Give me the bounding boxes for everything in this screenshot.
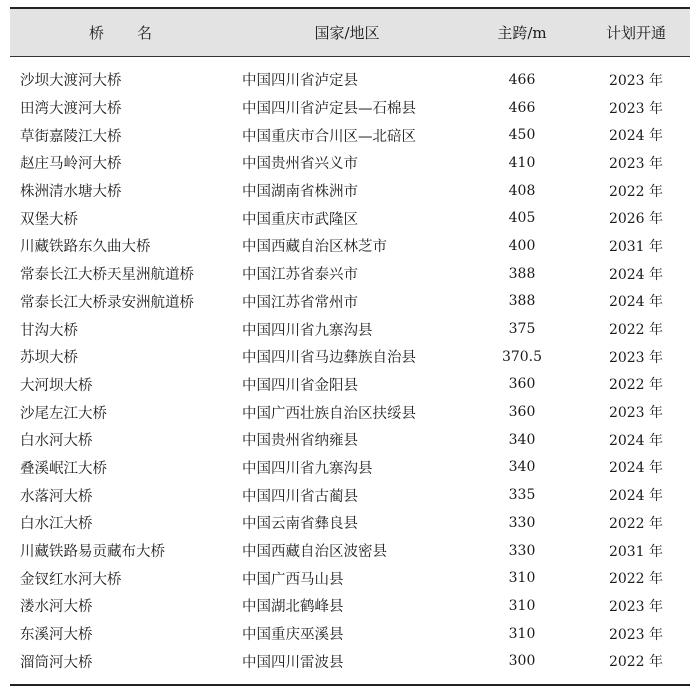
cell-main-span: 400 (508, 237, 536, 254)
table-row (10, 454, 690, 482)
table-row (10, 398, 690, 426)
table-row (10, 121, 690, 149)
table-row (10, 620, 690, 648)
table-row (10, 288, 690, 316)
cell-bridge-name: 甘沟大桥 (20, 322, 78, 339)
cell-location: 中国四川省九寨沟县 (242, 322, 373, 339)
cell-main-span: 466 (508, 99, 536, 116)
cell-bridge-name: 双堡大桥 (20, 211, 78, 228)
table-row (10, 66, 690, 94)
cell-main-span: 388 (508, 265, 536, 282)
cell-main-span: 300 (508, 653, 536, 670)
cell-main-span: 330 (508, 542, 536, 559)
table-row (10, 343, 690, 371)
cell-location: 中国四川省古蔺县 (242, 488, 358, 505)
cell-main-span: 310 (508, 597, 536, 614)
cell-bridge-name: 叠溪岷江大桥 (20, 460, 107, 477)
cell-location: 中国湖北鹤峰县 (242, 599, 344, 616)
header-opening: 计划开通 (605, 24, 666, 42)
table-row (10, 592, 690, 620)
cell-bridge-name: 常泰长江大桥天星洲航道桥 (20, 267, 194, 284)
cell-opening: 2026 年 (608, 211, 664, 228)
cell-main-span: 370.5 (501, 348, 543, 365)
table-row (10, 426, 690, 454)
header-location: 国家/地区 (314, 24, 380, 42)
table-row (10, 149, 690, 177)
cell-opening: 2031 年 (608, 238, 664, 255)
cell-location: 中国江苏省泰兴市 (242, 267, 358, 284)
cell-main-span: 388 (508, 293, 536, 310)
cell-location: 中国江苏省常州市 (242, 294, 358, 311)
cell-bridge-name: 白水河大桥 (20, 433, 93, 450)
cell-bridge-name: 溇水河大桥 (20, 599, 93, 616)
cell-opening: 2024 年 (608, 128, 664, 145)
cell-main-span: 410 (508, 154, 536, 171)
table-row (10, 177, 690, 205)
cell-bridge-name: 大河坝大桥 (20, 377, 93, 394)
cell-bridge-name: 苏坝大桥 (20, 350, 78, 367)
cell-main-span: 360 (508, 376, 536, 393)
cell-main-span: 360 (508, 404, 536, 421)
cell-opening: 2023 年 (608, 349, 664, 366)
cell-location: 中国云南省彝良县 (242, 516, 358, 533)
cell-opening: 2024 年 (608, 294, 664, 311)
table-row (10, 371, 690, 399)
cell-opening: 2023 年 (608, 405, 664, 422)
cell-opening: 2022 年 (608, 183, 664, 200)
cell-bridge-name: 川藏铁路东久曲大桥 (20, 239, 151, 256)
cell-location: 中国贵州省纳雍县 (242, 433, 358, 450)
table-row (10, 204, 690, 232)
cell-bridge-name: 川藏铁路易贡藏布大桥 (20, 544, 165, 561)
cell-main-span: 340 (508, 459, 536, 476)
cell-location: 中国重庆巫溪县 (242, 627, 344, 644)
header-bridge-name: 桥 名 (88, 24, 153, 42)
cell-location: 中国四川省泸定县—石棉县 (242, 101, 416, 118)
cell-opening: 2023 年 (608, 155, 664, 172)
table-row (10, 315, 690, 343)
bridge-table (10, 7, 690, 686)
table-body (10, 57, 690, 684)
cell-location: 中国四川雷波县 (242, 654, 344, 671)
cell-bridge-name: 赵庄马岭河大桥 (20, 156, 122, 173)
table-row (10, 260, 690, 288)
table-row (10, 94, 690, 122)
cell-opening: 2022 年 (608, 654, 664, 671)
cell-bridge-name: 沙尾左江大桥 (20, 405, 107, 422)
cell-location: 中国重庆市合川区—北碚区 (242, 128, 416, 145)
cell-bridge-name: 溜筒河大桥 (20, 654, 93, 671)
cell-main-span: 450 (508, 127, 536, 144)
cell-location: 中国西藏自治区波密县 (242, 544, 387, 561)
cell-opening: 2024 年 (608, 432, 664, 449)
cell-bridge-name: 白水江大桥 (20, 516, 93, 533)
cell-opening: 2022 年 (608, 515, 664, 532)
cell-opening: 2023 年 (608, 72, 664, 89)
cell-opening: 2024 年 (608, 488, 664, 505)
cell-bridge-name: 东溪河大桥 (20, 627, 93, 644)
header-main-span: 主跨/m (497, 24, 547, 42)
table-row (10, 647, 690, 675)
cell-opening: 2023 年 (608, 598, 664, 615)
cell-main-span: 405 (508, 210, 536, 227)
table-row (10, 232, 690, 260)
cell-location: 中国西藏自治区林芝市 (242, 239, 387, 256)
cell-main-span: 466 (508, 71, 536, 88)
cell-opening: 2024 年 (608, 460, 664, 477)
cell-main-span: 340 (508, 431, 536, 448)
cell-location: 中国贵州省兴义市 (242, 156, 358, 173)
cell-bridge-name: 沙坝大渡河大桥 (20, 73, 122, 90)
cell-main-span: 330 (508, 514, 536, 531)
cell-main-span: 375 (508, 321, 536, 338)
cell-location: 中国四川省泸定县 (242, 73, 358, 90)
cell-main-span: 408 (508, 182, 536, 199)
table-row (10, 564, 690, 592)
cell-bridge-name: 水落河大桥 (20, 488, 93, 505)
cell-bridge-name: 常泰长江大桥录安洲航道桥 (20, 294, 194, 311)
cell-bridge-name: 株洲清水塘大桥 (20, 184, 122, 201)
table-header (10, 9, 690, 56)
cell-main-span: 335 (508, 487, 536, 504)
table-row (10, 509, 690, 537)
cell-location: 中国广西马山县 (242, 571, 344, 588)
cell-location: 中国四川省九寨沟县 (242, 460, 373, 477)
cell-main-span: 310 (508, 625, 536, 642)
cell-location: 中国四川省金阳县 (242, 377, 358, 394)
cell-bridge-name: 金钗红水河大桥 (20, 571, 122, 588)
cell-location: 中国重庆市武隆区 (242, 211, 358, 228)
cell-bridge-name: 田湾大渡河大桥 (20, 101, 122, 118)
cell-opening: 2031 年 (608, 543, 664, 560)
cell-bridge-name: 草街嘉陵江大桥 (20, 128, 122, 145)
cell-opening: 2022 年 (608, 377, 664, 394)
cell-opening: 2022 年 (608, 571, 664, 588)
cell-opening: 2024 年 (608, 266, 664, 283)
cell-opening: 2022 年 (608, 322, 664, 339)
cell-location: 中国湖南省株洲市 (242, 184, 358, 201)
table-row (10, 481, 690, 509)
cell-location: 中国广西壮族自治区扶绥县 (242, 405, 416, 422)
cell-location: 中国四川省马边彝族自治县 (242, 350, 416, 367)
cell-opening: 2023 年 (608, 100, 664, 117)
cell-opening: 2023 年 (608, 626, 664, 643)
cell-main-span: 310 (508, 570, 536, 587)
table-row (10, 537, 690, 565)
